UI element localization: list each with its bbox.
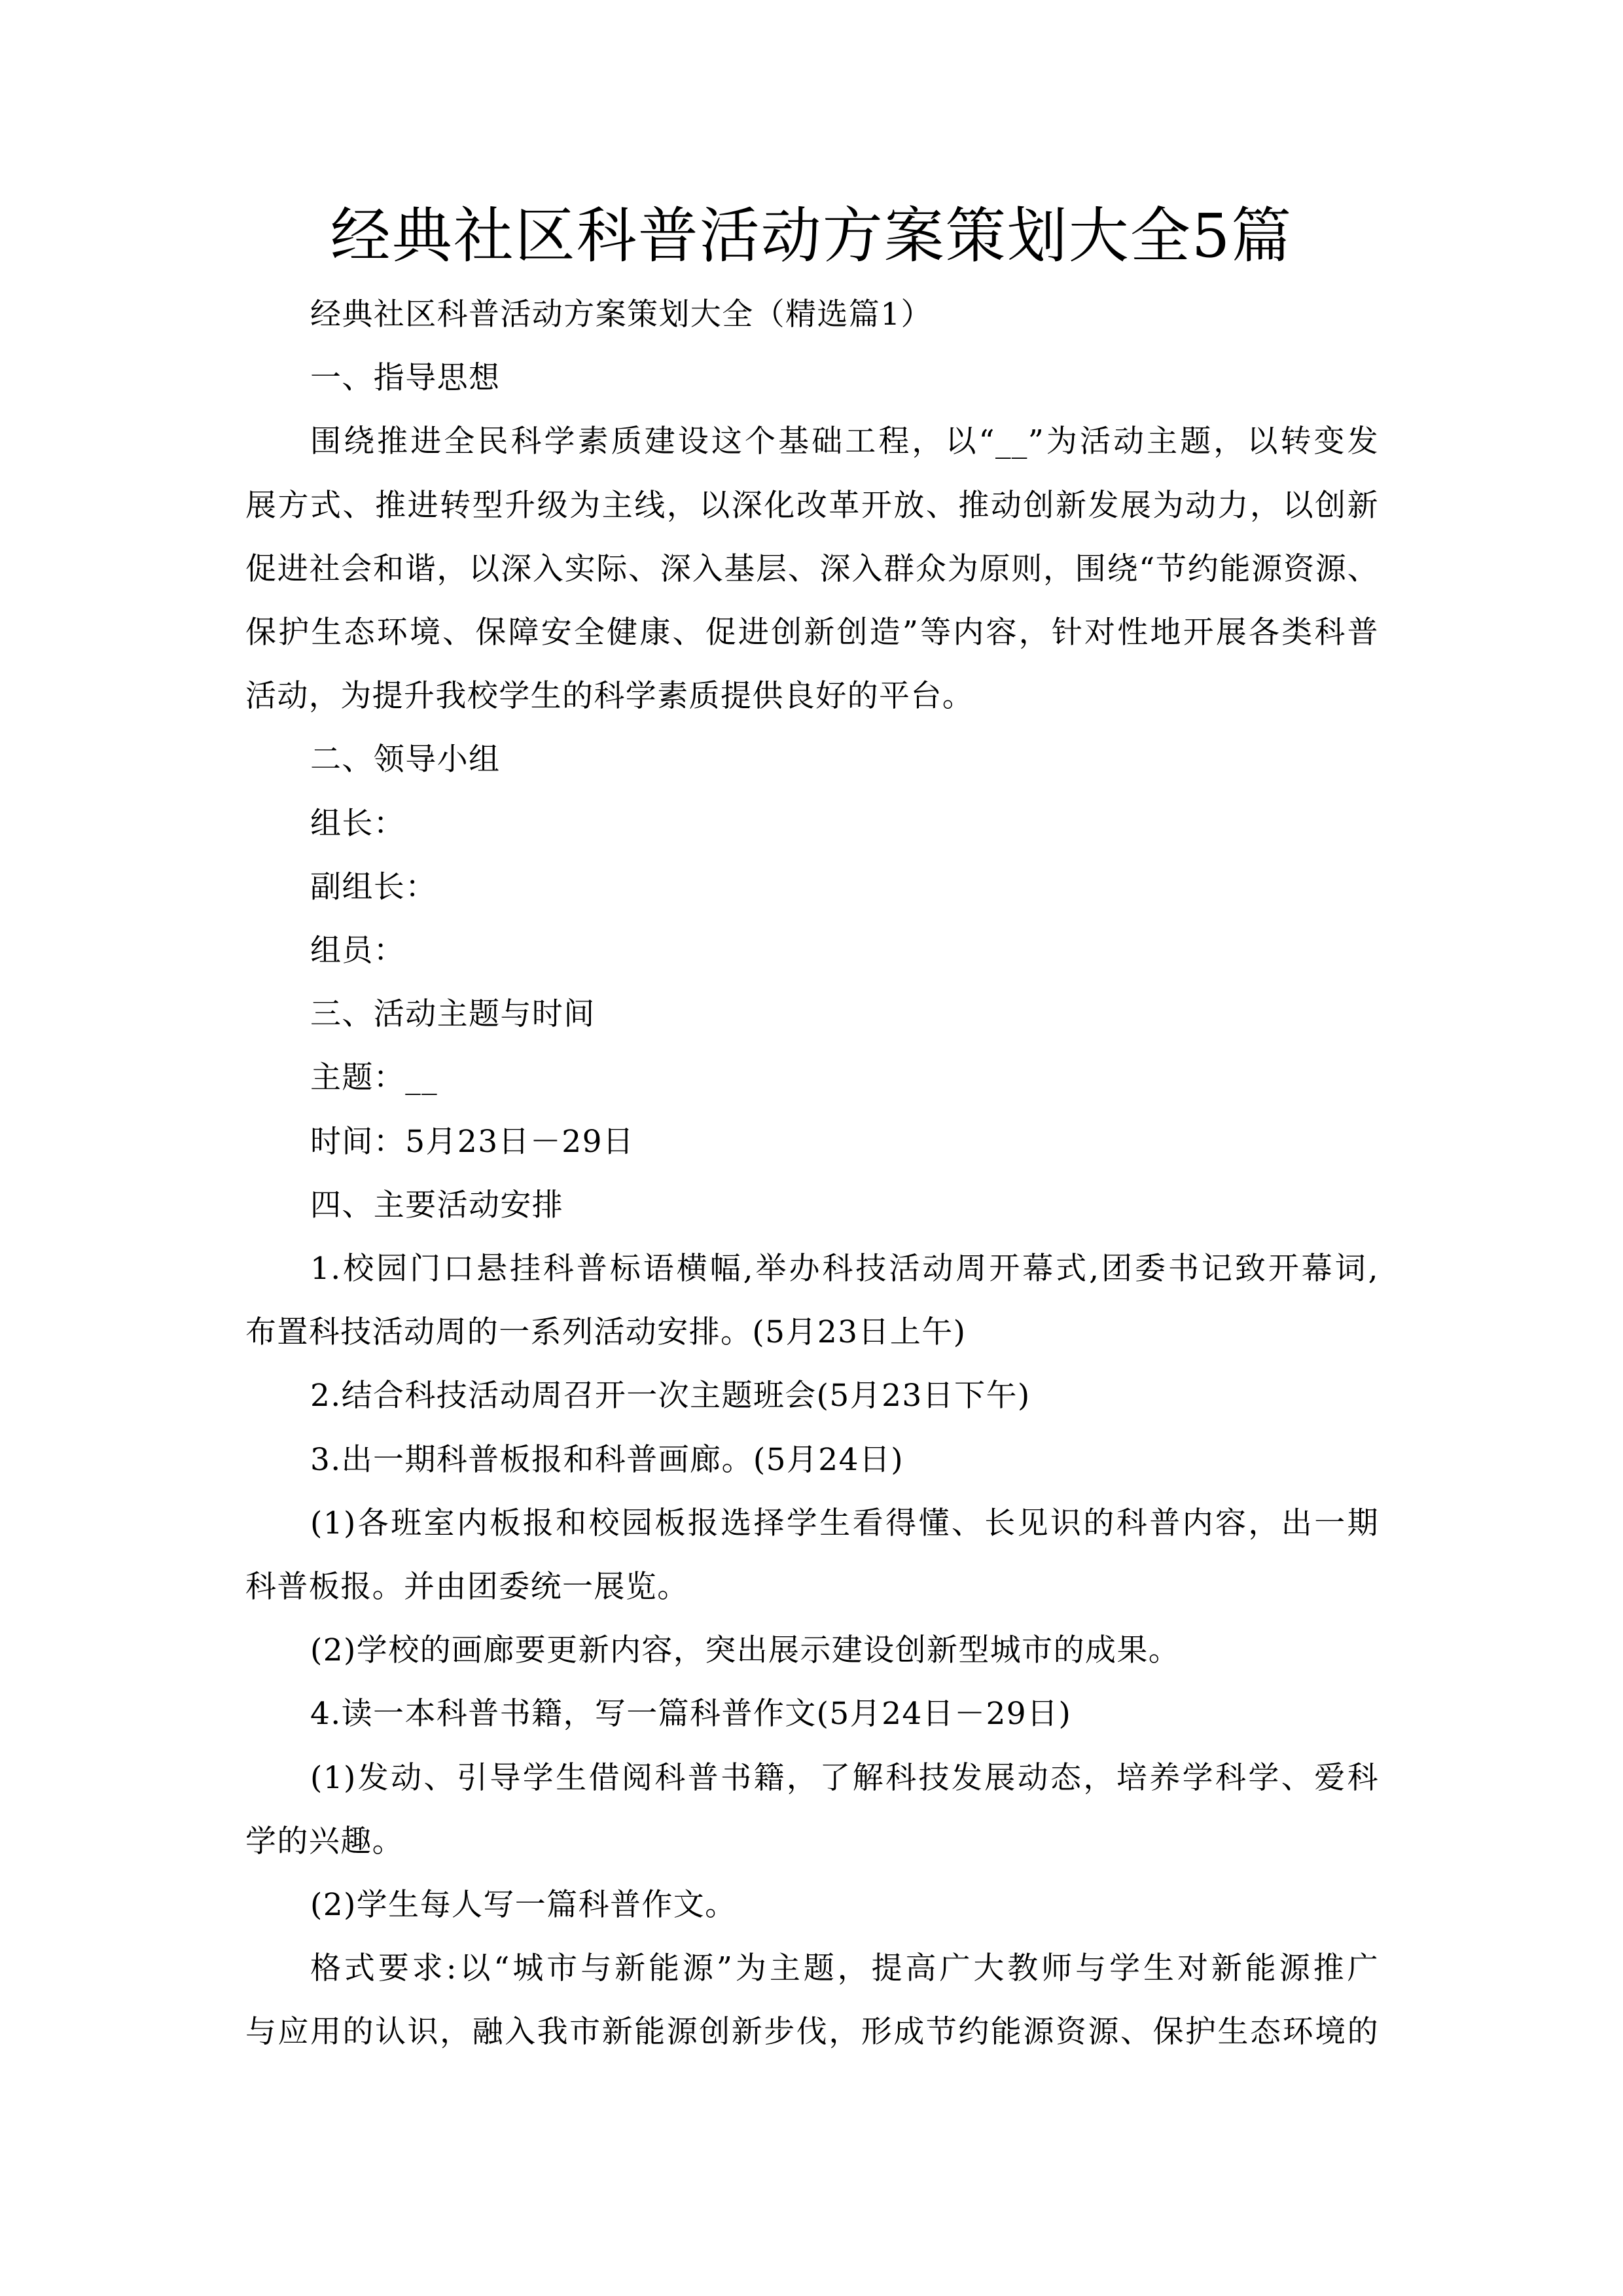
field-time: 时间：5月23日－29日 bbox=[310, 1123, 635, 1160]
document-title: 经典社区科普活动方案策划大全5篇 bbox=[330, 201, 1293, 271]
field-group-members: 组员： bbox=[310, 933, 406, 969]
text-line: (1)发动、引导学生借阅科普书籍，了解科技发展动态，培养学科学、爱科 bbox=[310, 1759, 1379, 1796]
section-heading-leadership-group: 二、领导小组 bbox=[310, 742, 501, 778]
text-line: 活动，为提升我校学生的科学素质提供良好的平台。 bbox=[245, 678, 974, 715]
text-line: 1.校园门口悬挂科普标语横幅,举办科技活动周开幕式,团委书记致开幕词, bbox=[310, 1251, 1379, 1287]
format-requirements bbox=[245, 1937, 1379, 2064]
activity-item-1 bbox=[245, 1237, 1379, 1364]
field-deputy-leader: 副组长： bbox=[310, 869, 437, 905]
text-line: 展方式、推进转型升级为主线，以深化改革开放、推动创新发展为动力，以创新 bbox=[245, 487, 1379, 524]
section-heading-main-activities: 四、主要活动安排 bbox=[310, 1187, 564, 1223]
text-line: 布置科技活动周的一系列活动安排。(5月23日上午) bbox=[245, 1314, 967, 1351]
subtitle: 经典社区科普活动方案策划大全（精选篇1） bbox=[310, 296, 933, 332]
text-line: 与应用的认识，融入我市新能源创新步伐，形成节约能源资源、保护生态环境的 bbox=[245, 2014, 1379, 2051]
text-line: 科普板报。并由团委统一展览。 bbox=[245, 1569, 689, 1605]
activity-item-3: 3.出一期科普板报和科普画廊。(5月24日) bbox=[310, 1441, 904, 1478]
activity-item-2: 2.结合科技活动周召开一次主题班会(5月23日下午) bbox=[310, 1378, 1031, 1414]
text-line: 格式要求:以“城市与新能源”为主题，提高广大教师与学生对新能源推广 bbox=[310, 1950, 1379, 1987]
activity-item-4-sub-2: (2)学生每人写一篇科普作文。 bbox=[310, 1887, 737, 1924]
section-heading-theme-and-time: 三、活动主题与时间 bbox=[310, 996, 596, 1033]
document-body bbox=[245, 283, 1379, 2064]
text-line: 保护生态环境、保障安全健康、促进创新创造”等内容，针对性地开展各类科普 bbox=[245, 615, 1379, 651]
text-line: 围绕推进全民科学素质建设这个基础工程，以“__”为活动主题，以转变发 bbox=[310, 423, 1379, 460]
activity-item-3-sub-2: (2)学校的画廊要更新内容，突出展示建设创新型城市的成果。 bbox=[310, 1632, 1181, 1669]
section-heading-guiding-ideology: 一、指导思想 bbox=[310, 360, 501, 397]
activity-item-4-sub-1 bbox=[245, 1746, 1379, 1873]
paragraph-guiding-ideology bbox=[245, 410, 1379, 728]
text-line: (1)各班室内板报和校园板报选择学生看得懂、长见识的科普内容，出一期 bbox=[310, 1505, 1379, 1541]
activity-item-3-sub-1 bbox=[245, 1492, 1379, 1619]
text-line: 促进社会和谐，以深入实际、深入基层、深入群众为原则，围绕“节约能源资源、 bbox=[245, 550, 1379, 587]
activity-item-4: 4.读一本科普书籍，写一篇科普作文(5月24日－29日) bbox=[310, 1696, 1072, 1732]
text-line: 学的兴趣。 bbox=[245, 1823, 404, 1859]
field-theme: 主题：__ bbox=[310, 1060, 438, 1096]
field-group-leader: 组长： bbox=[310, 805, 406, 842]
